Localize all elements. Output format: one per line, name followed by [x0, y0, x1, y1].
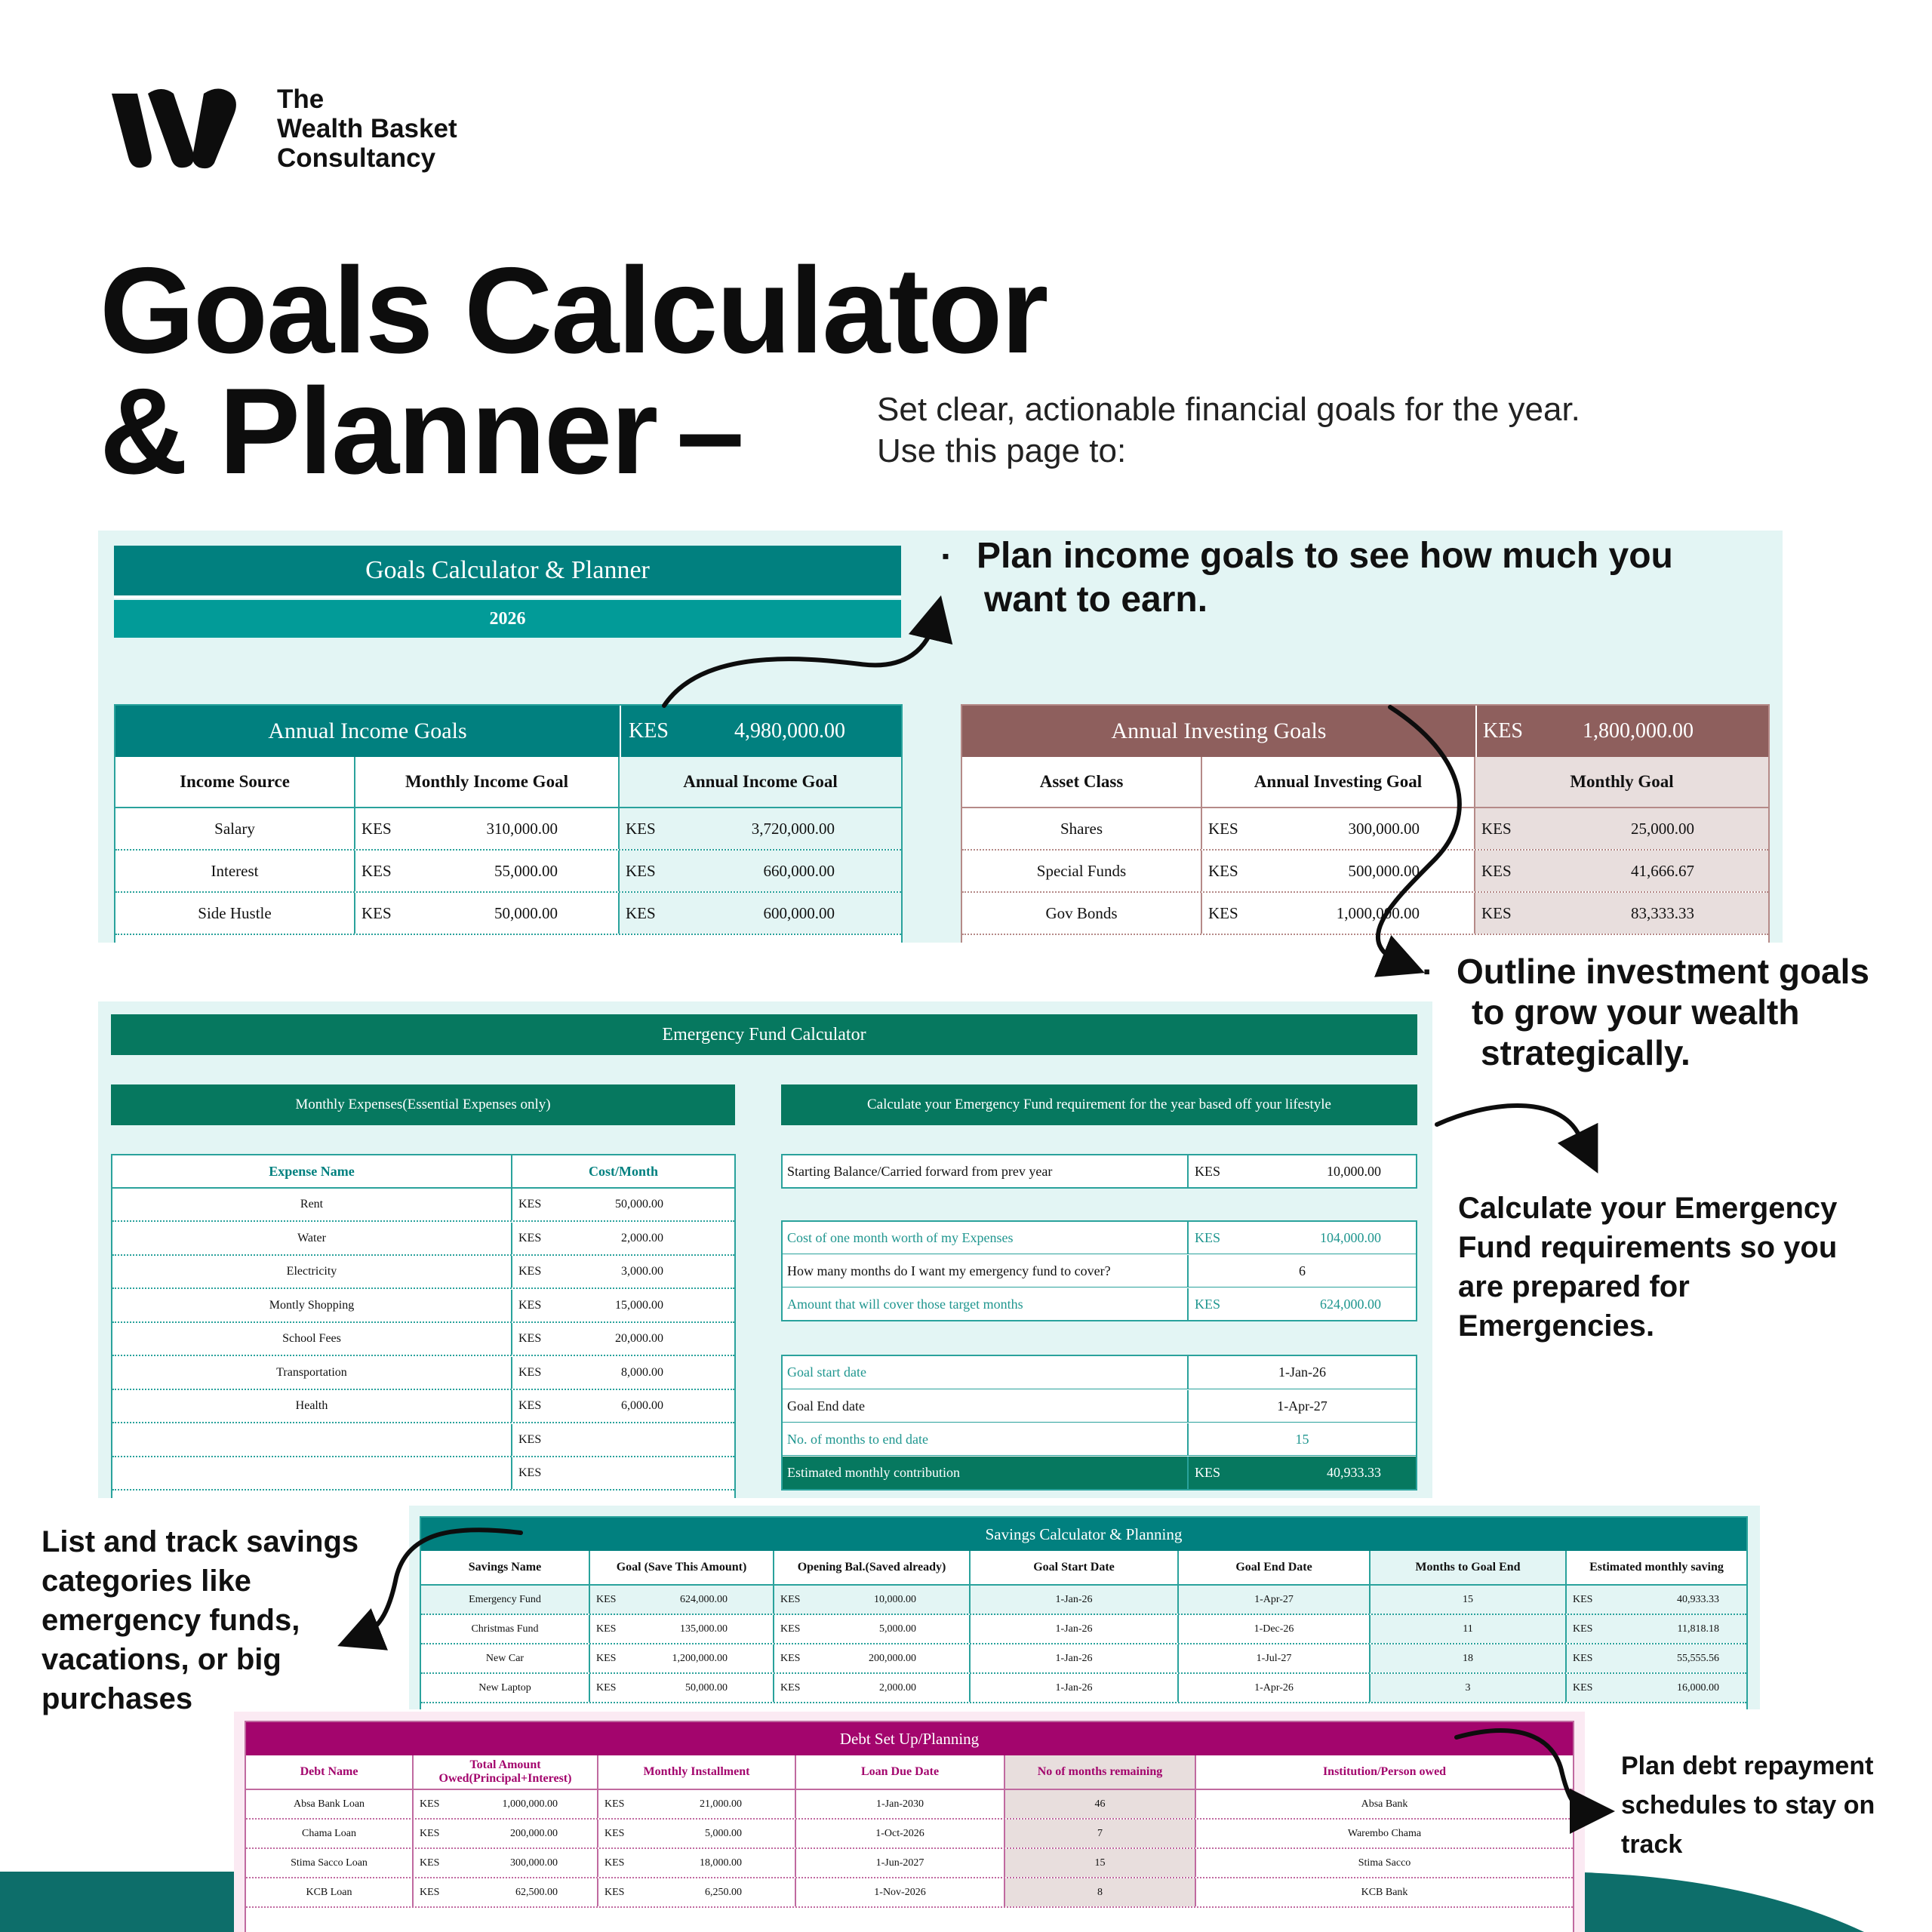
- income-goals-table: [114, 704, 903, 943]
- savings-end[interactable]: 1-Apr-27: [1179, 1586, 1371, 1614]
- brand-name: [277, 85, 457, 173]
- currency-label: KES: [1475, 893, 1551, 934]
- target-amount-row: [783, 1288, 1416, 1320]
- savings-opening[interactable]: 10,000.00: [835, 1586, 971, 1614]
- expense-name[interactable]: Transportation: [112, 1357, 512, 1389]
- income-header-source: Income Source: [115, 757, 355, 807]
- debt-institution[interactable]: Stima Sacco: [1358, 1857, 1411, 1869]
- expense-cost[interactable]: 2,000.00: [621, 1231, 663, 1244]
- debt-name[interactable]: Absa Bank Loan: [246, 1790, 414, 1818]
- months-end-value: 15: [1295, 1431, 1309, 1447]
- savings-panel: [409, 1506, 1760, 1709]
- monthly-contrib-row: [783, 1457, 1416, 1489]
- investing-header-asset: Asset Class: [962, 757, 1202, 807]
- callout-invest: [1423, 951, 1932, 1073]
- income-row: [115, 893, 901, 935]
- emergency-calc-table: [781, 1154, 1417, 1498]
- savings-monthly: 16,000.00: [1627, 1674, 1746, 1702]
- currency-label: KES: [780, 1652, 801, 1664]
- income-title: Annual Income Goals: [268, 718, 467, 743]
- months-cover-row: [783, 1255, 1416, 1287]
- months-cover-label: How many months do I want my emergency fund to cover?: [783, 1255, 1189, 1287]
- expense-row: [112, 1189, 734, 1222]
- debt-name[interactable]: Chama Loan: [246, 1820, 414, 1847]
- cost-month-label: Cost of one month worth of my Expenses: [783, 1222, 1189, 1254]
- currency-label: KES: [420, 1886, 440, 1898]
- currency-label: KES: [420, 1857, 440, 1869]
- savings-months: 15: [1371, 1586, 1567, 1614]
- expense-name[interactable]: Montly Shopping: [112, 1290, 512, 1321]
- expense-cost[interactable]: 50,000.00: [615, 1198, 663, 1211]
- brand-line-3: Consultancy: [277, 143, 436, 173]
- currency-label: KES: [518, 1198, 542, 1211]
- debt-name[interactable]: KCB Loan: [246, 1878, 414, 1906]
- savings-goal[interactable]: 135,000.00: [651, 1615, 774, 1643]
- expense-name[interactable]: Health: [112, 1390, 512, 1422]
- intro-text: [877, 389, 1820, 472]
- savings-row: [421, 1644, 1746, 1674]
- currency-label: KES: [605, 1886, 625, 1898]
- callout-debt: [1621, 1746, 1930, 1864]
- callout-emergency-line3: are prepared for: [1458, 1270, 1690, 1303]
- currency-label: KES: [620, 851, 695, 891]
- currency-label: KES: [420, 1827, 440, 1839]
- savings-start[interactable]: 1-Jan-26: [971, 1615, 1179, 1643]
- savings-opening[interactable]: 5,000.00: [835, 1615, 971, 1643]
- callout-savings-line3: emergency funds,: [42, 1604, 300, 1637]
- debt-institution[interactable]: Absa Bank: [1361, 1798, 1408, 1810]
- savings-end[interactable]: 1-Jul-27: [1179, 1644, 1371, 1672]
- currency-label: KES: [1475, 808, 1551, 849]
- debt-row: [246, 1878, 1573, 1908]
- savings-header-start: Goal Start Date: [971, 1551, 1179, 1584]
- expense-cost[interactable]: 20,000.00: [615, 1332, 663, 1345]
- income-header-annual: Annual Income Goal: [620, 757, 901, 807]
- currency-label: KES: [518, 1432, 542, 1446]
- target-amount-label: Amount that will cover those target months: [783, 1288, 1189, 1320]
- debt-total[interactable]: 1,000,000.00: [474, 1790, 598, 1818]
- months-cover-value[interactable]: 6: [1299, 1263, 1306, 1278]
- expenses-table: [111, 1154, 736, 1498]
- cost-month-value: 104,000.00: [1320, 1229, 1381, 1245]
- currency-label: KES: [1208, 819, 1238, 838]
- end-date-value[interactable]: 1-Apr-27: [1277, 1398, 1327, 1414]
- title-line-1: Goals Calculator: [100, 242, 1048, 379]
- cost-month-row: [783, 1222, 1416, 1254]
- debt-due-date[interactable]: 1-Jan-2030: [796, 1790, 1005, 1818]
- debt-header-row: [246, 1755, 1573, 1790]
- months-end-row: [783, 1423, 1416, 1456]
- intro-line-1: Set clear, actionable financial goals for the year.: [877, 391, 1580, 428]
- asset-class[interactable]: Gov Bonds: [962, 893, 1202, 934]
- callout-debt-line1: Plan debt repayment: [1621, 1752, 1874, 1780]
- annual-investing-goal[interactable]: 1,000,000.00: [1278, 893, 1475, 934]
- savings-months: 11: [1371, 1615, 1567, 1643]
- expense-cost[interactable]: 15,000.00: [615, 1298, 663, 1312]
- currency-label: KES: [518, 1298, 542, 1312]
- income-total-currency: KES: [629, 719, 669, 743]
- months-end-label: No. of months to end date: [783, 1423, 1189, 1455]
- currency-label: KES: [1567, 1586, 1627, 1614]
- savings-goal[interactable]: 50,000.00: [651, 1674, 774, 1702]
- callout-income-line2: want to earn.: [984, 580, 1208, 620]
- income-header-row: [115, 757, 901, 808]
- annual-investing-goal[interactable]: 500,000.00: [1278, 851, 1475, 891]
- callout-debt-line3: track: [1621, 1830, 1683, 1859]
- callout-savings-line5: purchases: [42, 1682, 193, 1715]
- debt-total[interactable]: 62,500.00: [474, 1878, 598, 1906]
- bullet-icon: ▪: [1423, 960, 1431, 983]
- debt-header-months: No of months remaining: [1005, 1755, 1196, 1789]
- debt-installment[interactable]: 18,000.00: [659, 1849, 796, 1877]
- emergency-fund-panel: [98, 1001, 1432, 1498]
- starting-balance-currency: KES: [1195, 1163, 1221, 1179]
- expense-row: [112, 1390, 734, 1423]
- income-source[interactable]: Side Hustle: [115, 893, 355, 934]
- monthly-income-goal[interactable]: 55,000.00: [431, 851, 620, 891]
- currency-label: KES: [605, 1798, 625, 1810]
- goal-dates-block: [781, 1355, 1417, 1491]
- savings-row: [421, 1674, 1746, 1703]
- savings-end[interactable]: 1-Apr-26: [1179, 1674, 1371, 1702]
- debt-months-remaining: 8: [1005, 1878, 1196, 1906]
- income-total: 4,980,000.00: [734, 719, 845, 743]
- arrow-emergency-icon: [1437, 1106, 1588, 1153]
- debt-row: [246, 1790, 1573, 1820]
- starting-balance-row: [781, 1154, 1417, 1189]
- monthly-contrib-label: Estimated monthly contribution: [783, 1457, 1189, 1489]
- savings-header-name: Savings Name: [421, 1551, 590, 1584]
- savings-row: [421, 1615, 1746, 1644]
- debt-months-remaining: 46: [1005, 1790, 1196, 1818]
- currency-label: KES: [361, 861, 392, 880]
- debt-months-remaining: 7: [1005, 1820, 1196, 1847]
- debt-due-date[interactable]: 1-Oct-2026: [796, 1820, 1005, 1847]
- callout-emergency-line1: Calculate your Emergency: [1458, 1192, 1838, 1225]
- expense-row: [112, 1357, 734, 1390]
- end-date-label: Goal End date: [783, 1390, 1189, 1422]
- savings-opening[interactable]: 2,000.00: [835, 1674, 971, 1702]
- bullet-icon: ▪: [942, 544, 949, 568]
- debt-total[interactable]: 300,000.00: [474, 1849, 598, 1877]
- monthly-contrib-value: 40,933.33: [1327, 1465, 1381, 1480]
- investing-header-annual: Annual Investing Goal: [1202, 757, 1475, 807]
- currency-label: KES: [605, 1857, 625, 1869]
- debt-header-total: [414, 1755, 598, 1789]
- currency-label: KES: [518, 1231, 542, 1244]
- currency-label: KES: [780, 1681, 801, 1694]
- start-date-value[interactable]: 1-Jan-26: [1278, 1364, 1326, 1380]
- savings-header-goal: Goal (Save This Amount): [590, 1551, 774, 1584]
- asset-class[interactable]: Shares: [962, 808, 1202, 849]
- debt-row: [246, 1820, 1573, 1849]
- expense-row: [112, 1290, 734, 1323]
- expense-header-name: Expense Name: [112, 1155, 512, 1187]
- debt-installment[interactable]: 5,000.00: [659, 1820, 796, 1847]
- savings-header-row: [421, 1551, 1746, 1586]
- currency-label: KES: [1208, 861, 1238, 880]
- monthly-contrib-currency: KES: [1195, 1465, 1221, 1480]
- expense-name[interactable]: Electricity: [112, 1256, 512, 1287]
- callout-savings-line2: categories like: [42, 1564, 251, 1598]
- savings-opening[interactable]: 200,000.00: [835, 1644, 971, 1672]
- callout-invest-line3: strategically.: [1481, 1033, 1690, 1072]
- income-source[interactable]: Salary: [115, 808, 355, 849]
- debt-institution[interactable]: KCB Bank: [1361, 1886, 1408, 1898]
- callout-emergency: [1458, 1189, 1926, 1346]
- currency-label: KES: [620, 808, 695, 849]
- savings-monthly: 55,555.56: [1627, 1644, 1746, 1672]
- savings-table: [420, 1516, 1748, 1709]
- fund-requirement-block: [781, 1220, 1417, 1321]
- savings-title: Savings Calculator & Planning: [421, 1518, 1746, 1551]
- callout-income-line1: Plan income goals to see how much you: [977, 536, 1673, 576]
- investing-row: [962, 851, 1768, 893]
- title-dash: –: [676, 363, 743, 500]
- currency-label: KES: [596, 1652, 617, 1664]
- expense-row: [112, 1424, 734, 1457]
- currency-label: KES: [518, 1399, 542, 1412]
- wealth-basket-logo-icon: [104, 82, 255, 172]
- title-line-2: & Planner: [100, 363, 657, 500]
- expense-name[interactable]: [112, 1457, 512, 1489]
- investing-row: [962, 893, 1768, 935]
- annual-income-goal: 660,000.00: [695, 851, 901, 891]
- debt-installment[interactable]: 6,250.00: [659, 1878, 796, 1906]
- starting-balance-label: Starting Balance/Carried forward from prev year: [783, 1155, 1189, 1187]
- savings-header-monthly: Estimated monthly saving: [1589, 1561, 1724, 1574]
- annual-income-goal: 3,720,000.00: [695, 808, 901, 849]
- income-row: [115, 808, 901, 851]
- expense-cost[interactable]: [588, 1424, 734, 1456]
- debt-table: [245, 1721, 1574, 1932]
- savings-goal[interactable]: 624,000.00: [651, 1586, 774, 1614]
- currency-label: KES: [420, 1798, 440, 1810]
- debt-due-date[interactable]: 1-Nov-2026: [796, 1878, 1005, 1906]
- callout-invest-line1: Outline investment goals: [1457, 952, 1869, 991]
- starting-balance-value[interactable]: 10,000.00: [1327, 1163, 1381, 1179]
- monthly-investing-goal: 25,000.00: [1551, 808, 1768, 849]
- currency-label: KES: [1567, 1615, 1627, 1643]
- currency-label: KES: [361, 819, 392, 838]
- currency-label: KES: [596, 1593, 617, 1605]
- income-header-monthly: Monthly Income Goal: [355, 757, 620, 807]
- investing-header-row: [962, 757, 1768, 808]
- investing-goals-table: [961, 704, 1770, 943]
- savings-start[interactable]: 1-Jan-26: [971, 1586, 1179, 1614]
- debt-due-date[interactable]: 1-Jun-2027: [796, 1849, 1005, 1877]
- currency-label: KES: [1567, 1674, 1627, 1702]
- monthly-income-goal[interactable]: 50,000.00: [431, 893, 620, 934]
- currency-label: KES: [1475, 851, 1551, 891]
- cost-month-currency: KES: [1195, 1229, 1221, 1245]
- expense-cost[interactable]: 6,000.00: [621, 1399, 663, 1412]
- callout-income: [942, 534, 1923, 622]
- investing-row: [962, 808, 1768, 851]
- target-amount-currency: KES: [1195, 1296, 1221, 1312]
- savings-months: 18: [1371, 1644, 1567, 1672]
- currency-label: KES: [518, 1466, 542, 1479]
- savings-name[interactable]: New Laptop: [421, 1674, 590, 1702]
- currency-label: KES: [518, 1365, 542, 1379]
- savings-months: 3: [1371, 1674, 1567, 1702]
- target-amount-value: 624,000.00: [1320, 1296, 1381, 1312]
- currency-label: KES: [605, 1827, 625, 1839]
- end-date-row: [783, 1390, 1416, 1423]
- expense-name[interactable]: Water: [112, 1223, 512, 1254]
- callout-savings: [42, 1522, 404, 1718]
- debt-panel: [234, 1712, 1585, 1932]
- savings-monthly: 11,818.18: [1627, 1615, 1746, 1643]
- savings-start[interactable]: 1-Jan-26: [971, 1674, 1179, 1702]
- start-date-row: [783, 1356, 1416, 1389]
- expenses-title: Monthly Expenses(Essential Expenses only): [111, 1084, 735, 1125]
- investing-table-title-bar: [962, 706, 1768, 757]
- expense-row: [112, 1256, 734, 1289]
- currency-label: KES: [780, 1623, 801, 1635]
- debt-header-institution: Institution/Person owed: [1322, 1765, 1447, 1778]
- brand-line-1: The: [277, 85, 325, 114]
- debt-header-installment: Monthly Installment: [598, 1755, 796, 1789]
- savings-name[interactable]: Christmas Fund: [421, 1615, 590, 1643]
- expense-row: [112, 1323, 734, 1356]
- investing-total-currency: KES: [1483, 719, 1523, 743]
- savings-start[interactable]: 1-Jan-26: [971, 1644, 1179, 1672]
- debt-name[interactable]: Stima Sacco Loan: [246, 1849, 414, 1877]
- currency-label: KES: [596, 1681, 617, 1694]
- annual-investing-goal[interactable]: 300,000.00: [1278, 808, 1475, 849]
- debt-header-name: Debt Name: [246, 1755, 414, 1789]
- investing-header-monthly: Monthly Goal: [1475, 757, 1768, 807]
- currency-label: KES: [518, 1265, 542, 1278]
- expense-row: [112, 1457, 734, 1491]
- expense-name[interactable]: School Fees: [112, 1323, 512, 1355]
- expense-name[interactable]: [112, 1424, 512, 1456]
- savings-header-opening: Opening Bal.(Saved already): [774, 1551, 971, 1584]
- expenses-header-row: [112, 1155, 734, 1189]
- debt-header-total-line1: Total Amount: [469, 1758, 541, 1771]
- expense-name[interactable]: Rent: [112, 1189, 512, 1220]
- debt-row: [246, 1849, 1573, 1878]
- annual-income-goal: 600,000.00: [695, 893, 901, 934]
- asset-class[interactable]: Special Funds: [962, 851, 1202, 891]
- savings-end[interactable]: 1-Dec-26: [1179, 1615, 1371, 1643]
- savings-row: [421, 1586, 1746, 1615]
- savings-goal[interactable]: 1,200,000.00: [651, 1644, 774, 1672]
- monthly-income-goal[interactable]: 310,000.00: [431, 808, 620, 849]
- savings-header-months: Months to Goal End: [1371, 1551, 1567, 1584]
- currency-label: KES: [1208, 903, 1238, 922]
- savings-name[interactable]: New Car: [421, 1644, 590, 1672]
- income-row: [115, 851, 901, 893]
- debt-title: Debt Set Up/Planning: [246, 1722, 1573, 1755]
- callout-emergency-line2: Fund requirements so you: [1458, 1231, 1838, 1264]
- income-table-title-bar: [115, 706, 901, 757]
- monthly-investing-goal: 83,333.33: [1551, 893, 1768, 934]
- debt-installment[interactable]: 21,000.00: [659, 1790, 796, 1818]
- monthly-investing-goal: 41,666.67: [1551, 851, 1768, 891]
- debt-total[interactable]: 200,000.00: [474, 1820, 598, 1847]
- callout-debt-line2: schedules to stay on: [1621, 1791, 1875, 1820]
- expense-cost[interactable]: 3,000.00: [621, 1265, 663, 1278]
- expense-header-cost: Cost/Month: [588, 1163, 658, 1179]
- currency-label: KES: [780, 1593, 801, 1605]
- planner-title: Goals Calculator & Planner: [114, 546, 901, 598]
- investing-total: 1,800,000.00: [1583, 719, 1694, 743]
- callout-emergency-line4: Emergencies.: [1458, 1309, 1655, 1343]
- callout-invest-line2: to grow your wealth: [1472, 992, 1800, 1032]
- debt-months-remaining: 15: [1005, 1849, 1196, 1877]
- debt-header-total-line2: Owed(Principal+Interest): [438, 1772, 572, 1785]
- savings-monthly: 40,933.33: [1627, 1586, 1746, 1614]
- intro-line-2: Use this page to:: [877, 432, 1127, 469]
- brand-line-2: Wealth Basket: [277, 114, 457, 143]
- savings-header-end: Goal End Date: [1179, 1551, 1371, 1584]
- expense-row: [112, 1223, 734, 1256]
- brand-logo: [104, 82, 255, 172]
- investing-title: Annual Investing Goals: [1111, 718, 1327, 743]
- currency-label: KES: [361, 903, 392, 922]
- debt-institution[interactable]: Warembo Chama: [1347, 1827, 1422, 1839]
- planner-year: 2026: [114, 600, 901, 638]
- income-source[interactable]: Interest: [115, 851, 355, 891]
- expense-cost[interactable]: 8,000.00: [621, 1365, 663, 1379]
- start-date-label: Goal start date: [783, 1356, 1189, 1389]
- currency-label: KES: [518, 1332, 542, 1345]
- callout-savings-line4: vacations, or big: [42, 1643, 281, 1676]
- savings-name[interactable]: Emergency Fund: [421, 1586, 590, 1614]
- currency-label: KES: [620, 893, 695, 934]
- emergency-title: Emergency Fund Calculator: [111, 1014, 1417, 1055]
- callout-savings-line1: List and track savings: [42, 1525, 359, 1558]
- expense-cost[interactable]: [588, 1457, 734, 1489]
- currency-label: KES: [1567, 1644, 1627, 1672]
- debt-header-due: Loan Due Date: [796, 1755, 1005, 1789]
- currency-label: KES: [596, 1623, 617, 1635]
- calc-title: Calculate your Emergency Fund requirement for the year based off your lifestyle: [781, 1084, 1417, 1125]
